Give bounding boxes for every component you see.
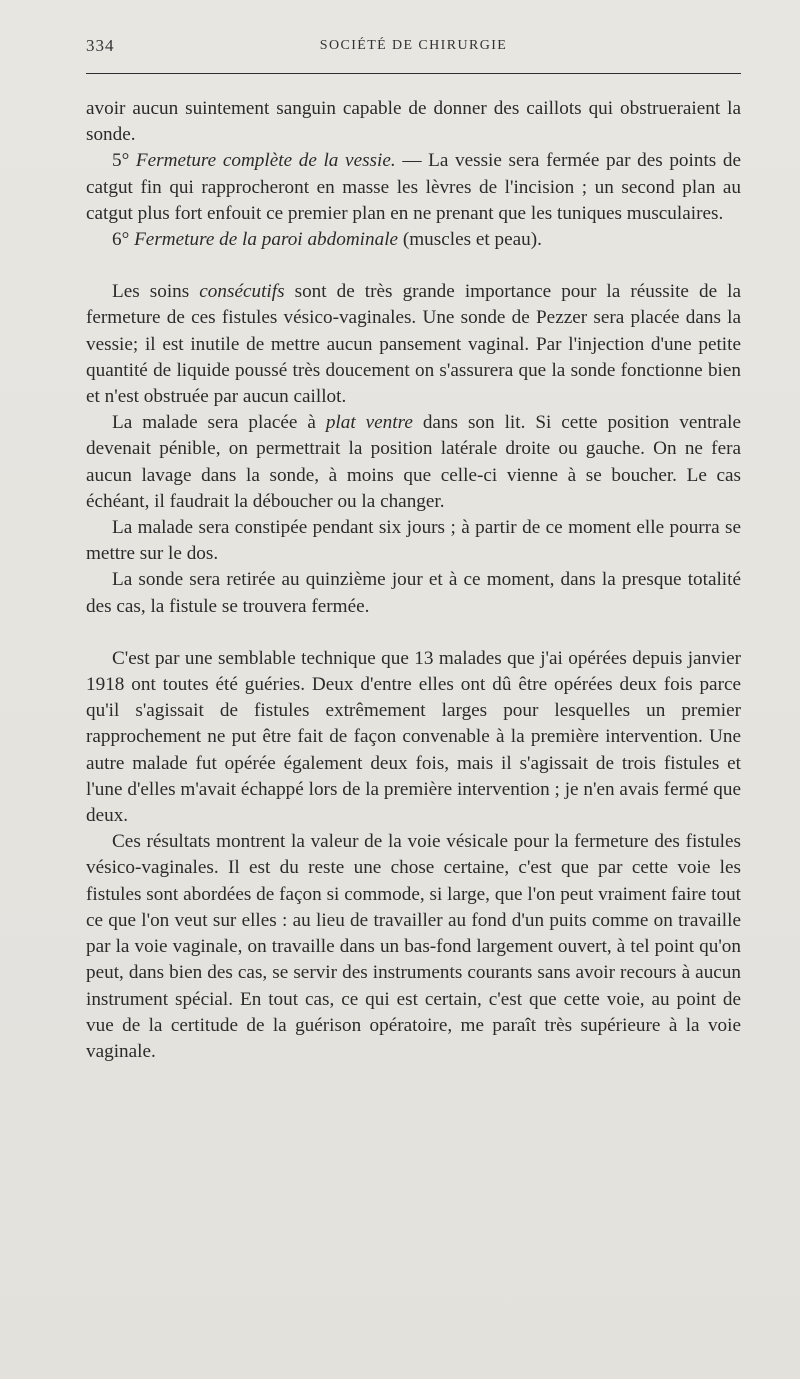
header-rule	[86, 73, 741, 74]
paragraph-text: Les soins	[112, 281, 200, 303]
page-number: 334	[86, 36, 115, 55]
paragraph-text: C'est par une semblable technique que 13 malades que j'ai opérées depuis janvier 1918 ont toutes été guéries. Deux d'entre elles ont dû être opérées deux fois parce qu'il s'agissait de fistules extrêmement larges pour lesquelles un premier rapprochement ne put être fait de façon convenable à la première intervention. Une autre malade fut opérée également deux fois, mais il s'agissait de trois fistules et l'une d'elles m'avait échappé lors de la première intervention ; je n'en avais fermé que deux.	[86, 647, 741, 827]
step-title: Fermeture de la paroi abdominale	[134, 229, 399, 251]
paragraph-text: dans son lit. Si cette position ventrale devenait pénible, on permettrait la position latérale droite ou gauche. On ne fera aucun lavage dans la sonde, à moins que celle-ci vienne à se boucher. Le cas échéant, il faudrait la déboucher ou la changer.	[86, 412, 742, 512]
step-number: 5°	[112, 150, 136, 172]
paragraph-step-5	[86, 148, 741, 227]
paragraph-text: sont de très grande importance pour la réussite de la fermeture de ces fistules vésico-vaginales. Une sonde de Pezzer sera placée dans la vessie; il est inutile de mettre aucun pansement vaginal. Par l'injection d'une petite quantité de liquide poussé très doucement on s'assurera que la sonde fonctionne bien et n'est obstruée par aucun caillot.	[86, 281, 742, 408]
running-head: SOCIÉTÉ DE CHIRURGIE	[319, 38, 508, 53]
paragraph-text: La malade sera constipée pendant six jours ; à partir de ce moment elle pourra se mettre sur le dos.	[86, 517, 741, 565]
paragraph-gap	[86, 253, 741, 279]
emphasis: consécutifs	[199, 281, 285, 303]
paragraph-gap	[86, 620, 741, 646]
step-title: Fermeture complète de la vessie.	[135, 150, 396, 172]
step-number: 6°	[112, 229, 135, 251]
paragraph-results	[86, 646, 741, 829]
paragraph-text: La sonde sera retirée au quinzième jour et à ce moment, dans la presque totalité des cas, la fistule se trouvera fermée.	[86, 569, 741, 617]
page-header	[86, 34, 741, 60]
paragraph-step-6	[86, 227, 741, 253]
paragraph-conclusion	[86, 829, 741, 1065]
paragraph-text: — La vessie sera fermée par des points de catgut fin qui rapprocheront en masse les lèvres de l'incision ; un second plan au catgut plus fort enfouit ce premier plan en ne prenant que les tuniques musculaires.	[86, 150, 741, 224]
paragraph-continuation	[86, 96, 741, 148]
body-text	[86, 96, 741, 1065]
paragraph-text: Ces résultats montrent la valeur de la voie vésicale pour la fermeture des fistules vésico-vaginales. Il est du reste une chose certaine, c'est que par cette voie les fistules sont abordées de façon si commode, si large, que l'on peut vraiment faire tout ce que l'on veut sur elles : au lieu de travailler au fond d'un puits comme on travaille par la voie vaginale, on travaille dans un bas-fond largement ouvert, à tel point qu'on peut, dans bien des cas, se servir des instruments courants sans avoir recours à aucun instrument spécial. En tout cas, ce qui est certain, c'est que cette voie, au point de vue de la certitude de la guérison opératoire, me paraît très supérieure à la voie vaginale.	[86, 831, 741, 1062]
paragraph-constipation	[86, 515, 741, 567]
paragraph-catheter-removal	[86, 567, 741, 619]
emphasis: plat ventre	[325, 412, 413, 434]
paragraph-text: La malade sera placée à	[112, 412, 326, 434]
paragraph-position	[86, 410, 741, 515]
paragraph-text: (muscles et peau).	[398, 229, 542, 251]
paragraph-text: avoir aucun suintement sanguin capable de donner des caillots qui obstrueraient la sonde.	[86, 98, 741, 146]
paragraph-aftercare	[86, 279, 741, 410]
